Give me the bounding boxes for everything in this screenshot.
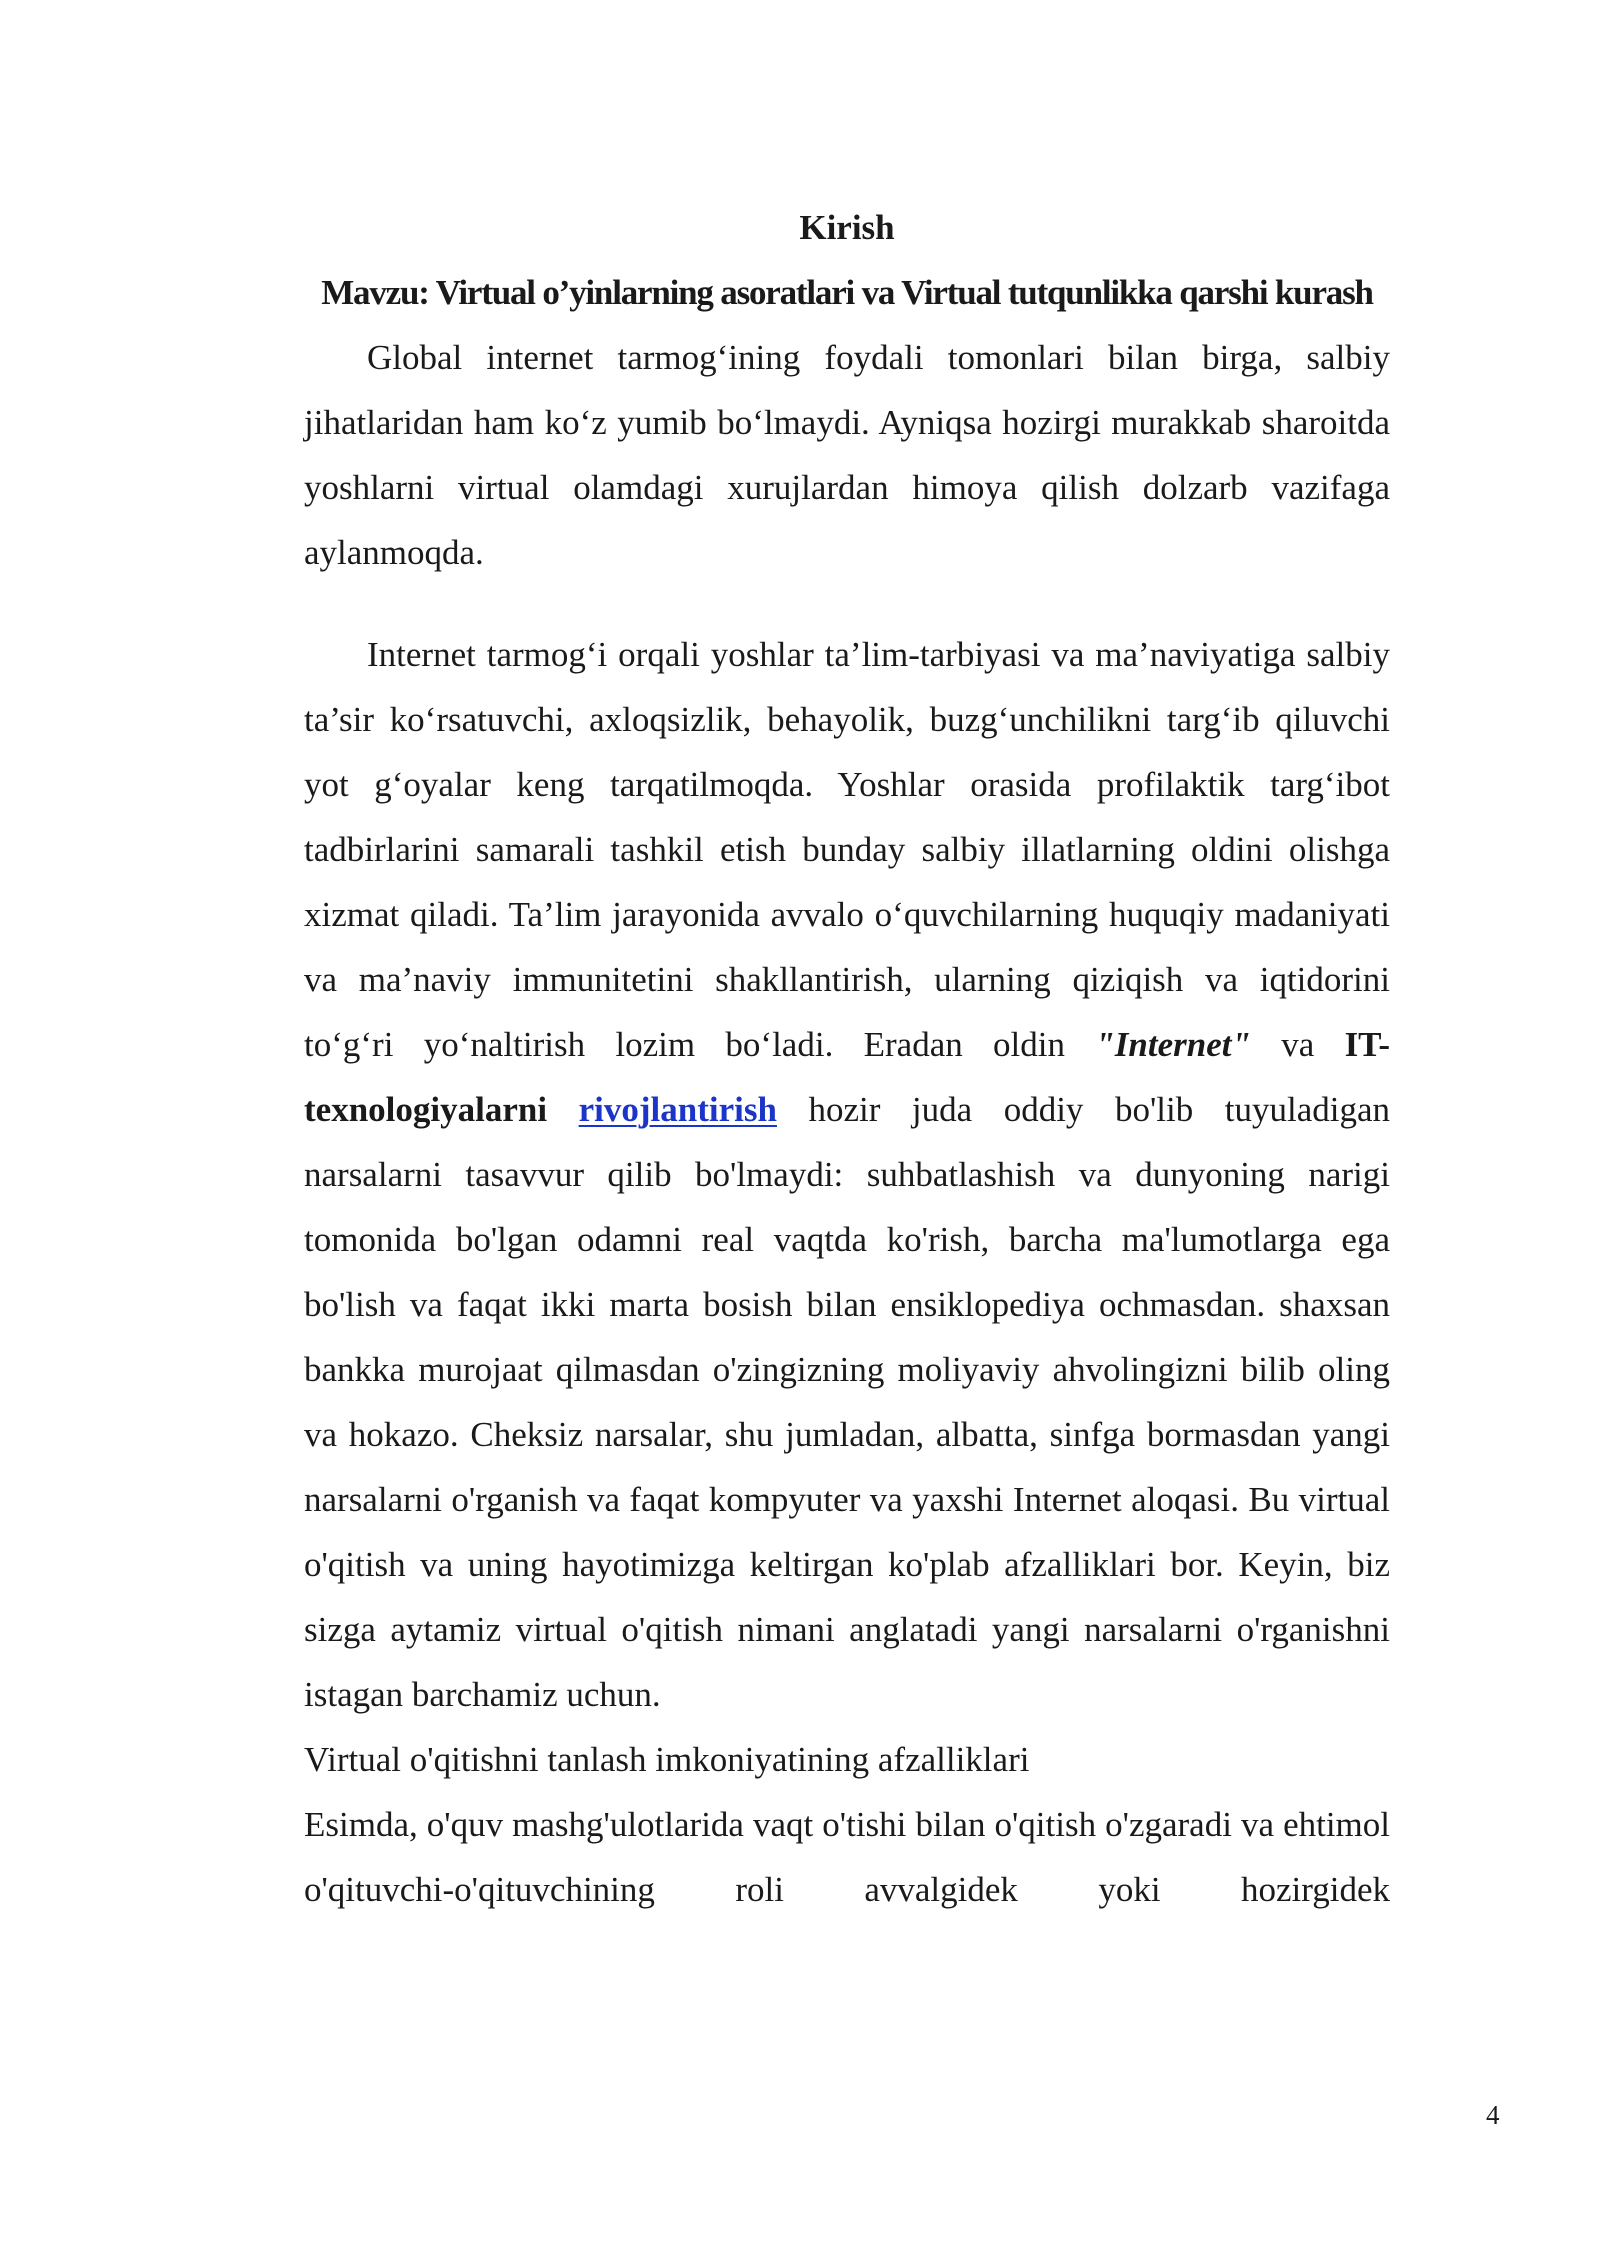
page-number: 4	[1486, 2100, 1500, 2130]
document-page	[304, 195, 1390, 1922]
paragraph-intro: Global internet tarmog‘ining foydali tomonlari bilan birga, salbiy jihatlaridan ham ko‘z yumib bo‘lmaydi. Ayniqsa hozirgi murakkab sharoitda yoshlarni virtual olamdagi xurujlardan himoya qilish dolzarb vazifaga aylanmoqda.	[304, 338, 1390, 572]
connector-text: va	[1250, 1025, 1345, 1064]
paragraph-memory: Esimda, o'quv mashg'ulotlarida vaqt o'tishi bilan o'qitish o'zgaradi va ehtimol o'qituvchi-o'qituvchining roli avvalgidek yoki hozirgidek	[304, 1805, 1390, 1909]
internet-emphasis: "Internet"	[1095, 1025, 1251, 1064]
it-technologies-bold: IT-texnologiyalarni	[304, 1025, 1390, 1129]
paragraph-internet	[304, 622, 1390, 1727]
space-text	[547, 1090, 579, 1129]
paragraph-text: Internet tarmog‘i orqali yoshlar ta’lim-tarbiyasi va ma’naviyatiga salbiy ta’sir ko‘rsatuvchi, axloqsizlik, behayolik, buzg‘unchilikni targ‘ib qiluvchi yot g‘oyalar keng tarqatilmoqda. Yoshlar orasida profilaktik targ‘ibot tadbirlarini samarali tashkil etish bunday salbiy illatlarning oldini olishga xizmat qiladi. Ta’lim jarayonida avvalo o‘quvchilarning huquqiy madaniyati va ma’naviy immunitetini shakllantirish, ularning qiziqish va iqtidorini to‘g‘ri yo‘naltirish lozim bo‘ladi. Eradan oldin	[304, 635, 1390, 1064]
section-heading: Kirish	[799, 208, 895, 247]
paragraph-text-continued: hozir juda oddiy bo'lib tuyuladigan narsalarni tasavvur qilib bo'lmaydi: suhbatlashish va dunyoning narigi tomonida bo'lgan odamni real vaqtda ko'rish, barcha ma'lumotlarga ega bo'lish va faqat ikki marta bosish bilan ensiklopediya ochmasdan. shaxsan bankka murojaat qilmasdan o'zingizning moliyaviy ahvolingizni bilib oling va hokazo. Cheksiz narsalar, shu jumladan, albatta, sinfga bormasdan yangi narsalarni o'rganish va faqat kompyuter va yaxshi Internet aloqasi. Bu virtual o'qitish va uning hayotimizga keltirgan ko'plab afzalliklari bor. Keyin, biz sizga aytamiz virtual o'qitish nimani anglatadi yangi narsalarni o'rganishni istagan barchamiz uchun.	[304, 1090, 1390, 1714]
topic-title: Mavzu: Virtual o’yinlarning asoratlari va Virtual tutqunlikka qarshi kurash	[321, 273, 1373, 312]
virtual-learning-line: Virtual o'qitishni tanlash imkoniyatining afzalliklari	[304, 1740, 1030, 1779]
rivojlantirish-link[interactable]: rivojlantirish	[578, 1090, 777, 1129]
